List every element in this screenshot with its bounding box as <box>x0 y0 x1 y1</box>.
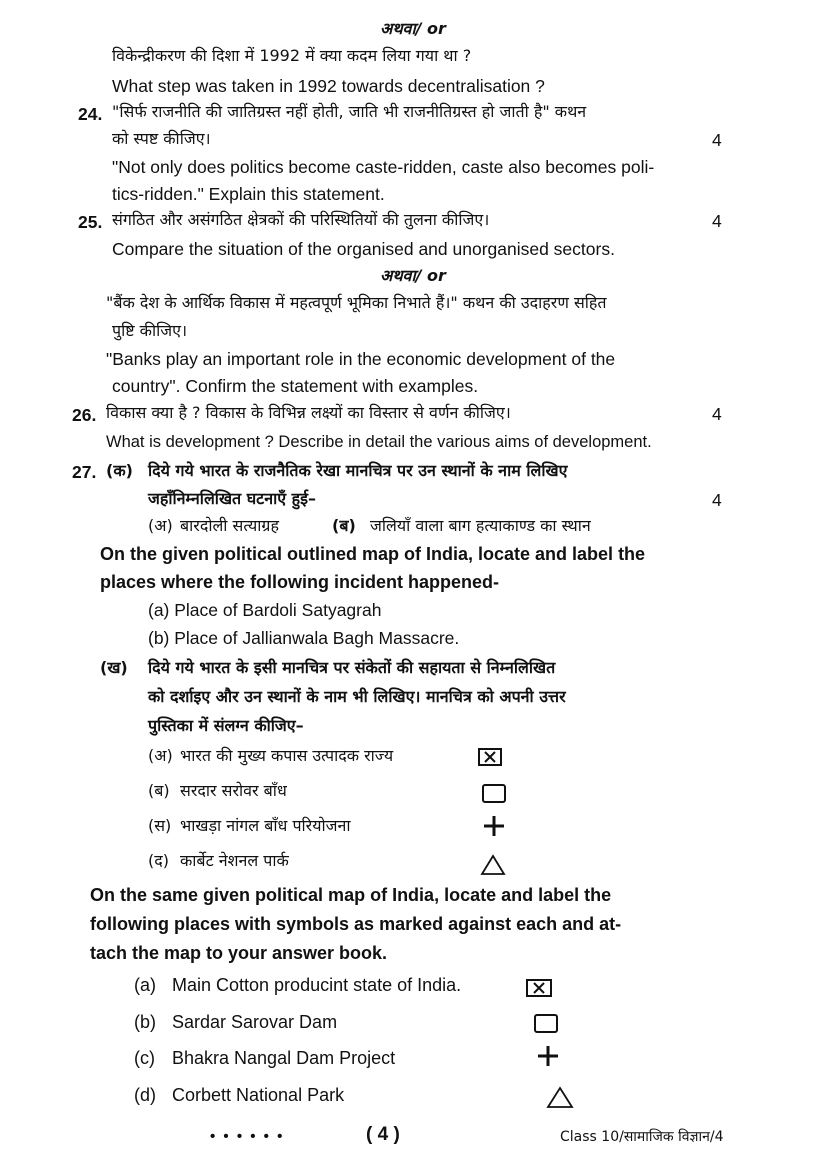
q27-b-hindi-item1-label: (अ) <box>148 746 173 765</box>
q27-marks: 4 <box>712 490 722 510</box>
boxed-x-symbol <box>526 979 554 999</box>
plus-symbol <box>482 814 506 838</box>
q25-or-hindi-line2: पुष्टि कीजिए। <box>112 321 188 340</box>
q27-b-english-line2: following places with symbols as marked against each and at- <box>90 914 622 934</box>
q27-b-hindi-item4: कार्बेट नेशनल पार्क <box>180 851 289 870</box>
q27-a-english-item1: (a) Place of Bardoli Satyagrah <box>148 600 382 620</box>
q27-a-hindi-item1-label: (अ) <box>148 516 173 535</box>
q27-a-hindi-item2: जलियाँ वाला बाग हत्याकाण्ड का स्थान <box>370 516 591 535</box>
q27-b-hindi-item2-label: (ब) <box>148 781 170 800</box>
q27-a-english-item2: (b) Place of Jallianwala Bagh Massacre. <box>148 628 460 648</box>
q27-a-hindi-line2: जहाँनिम्नलिखित घटनाएँ हुई– <box>148 489 317 508</box>
q27-a-hindi-line1: दिये गये भारत के राजनैतिक रेखा मानचित्र पर उन स्थानों के नाम लिखिए <box>148 461 568 480</box>
q25-or-english-line1: "Banks play an important role in the economic development of the <box>106 349 616 369</box>
q27-b-english-item4: Corbett National Park <box>172 1085 345 1105</box>
q24-hindi-line1: "सिर्फ राजनीति की जातिग्रस्त नहीं होती, जाति भी राजनीतिग्रस्त हो जाती है" कथन <box>112 102 587 121</box>
q27-b-english-line1: On the same given political map of India, locate and label the <box>90 885 612 905</box>
q27-part-b-label: (ख) <box>100 658 128 677</box>
or-label: अथवा/ or <box>380 19 446 38</box>
q27-b-hindi-item3-label: (स) <box>148 816 172 835</box>
q26-hindi: विकास क्या है ? विकास के विभिन्न लक्ष्यों का विस्तार से वर्णन कीजिए। <box>106 403 511 422</box>
triangle-symbol <box>546 1086 574 1110</box>
q27-a-english-line2: places where the following incident happened- <box>100 572 500 592</box>
q25-or-english-line2: country". Confirm the statement with examples. <box>112 376 479 396</box>
q27-b-hindi-item2: सरदार सरोवर बाँध <box>180 781 287 800</box>
plus-symbol <box>536 1044 560 1068</box>
q27-b-hindi-line3: पुस्तिका में संलग्न कीजिए– <box>148 716 304 735</box>
q24-marks: 4 <box>712 130 722 150</box>
q25-hindi: संगठित और असंगठित क्षेत्रकों की परिस्थितियों की तुलना कीजिए। <box>112 210 490 229</box>
q24-hindi-line2: को स्पष्ट कीजिए। <box>112 129 211 148</box>
q27-part-a-label: (क) <box>106 461 133 480</box>
triangle-symbol <box>480 854 506 876</box>
q27-b-english-item2-label: (b) <box>134 1012 156 1032</box>
q27-b-hindi-item3: भाखड़ा नांगल बाँध परियोजना <box>180 816 351 835</box>
q24-english-line2: tics-ridden." Explain this statement. <box>112 184 385 204</box>
q25-english: Compare the situation of the organised and unorganised sectors. <box>112 239 615 259</box>
square-symbol <box>482 784 508 806</box>
q27-a-english-line1: On the given political outlined map of India, locate and label the <box>100 544 646 564</box>
q27-b-english-item2: Sardar Sarovar Dam <box>172 1012 338 1032</box>
q27-b-english-item1: Main Cotton producint state of India. <box>172 975 462 995</box>
q27-a-hindi-item2-label: (ब) <box>332 516 356 535</box>
square-symbol <box>534 1014 560 1036</box>
q27-b-hindi-line1: दिये गये भारत के इसी मानचित्र पर संकेतों की सहायता से निम्नलिखित <box>148 658 556 677</box>
q27-b-english-item1-label: (a) <box>134 975 156 995</box>
q24-english-line1: "Not only does politics become caste-ridden, caste also becomes poli- <box>112 157 655 177</box>
or-label: अथवा/ or <box>380 266 446 285</box>
q25-marks: 4 <box>712 211 722 231</box>
q27-a-hindi-item1: बारदोली सत्याग्रह <box>180 516 279 535</box>
boxed-x-symbol <box>478 748 504 768</box>
q27-b-english-item4-label: (d) <box>134 1085 156 1105</box>
question-number-26: 26. <box>72 405 97 425</box>
page-number: ( 4 ) <box>366 1124 400 1145</box>
q26-english: What is development ? Describe in detail the various aims of development. <box>106 433 652 451</box>
q27-b-hindi-item4-label: (द) <box>148 851 169 870</box>
question-number-25: 25. <box>78 212 103 232</box>
q23-or-english: What step was taken in 1992 towards decentralisation ? <box>112 76 545 96</box>
q23-or-hindi: विकेन्द्रीकरण की दिशा में 1992 में क्या कदम लिया गया था ? <box>112 46 472 65</box>
q27-b-hindi-item1: भारत की मुख्य कपास उत्पादक राज्य <box>180 746 394 765</box>
question-number-24: 24. <box>78 104 103 124</box>
q27-b-english-line3: tach the map to your answer book. <box>90 943 388 963</box>
footer-class-code: Class 10/सामाजिक विज्ञान/4 <box>560 1129 724 1145</box>
q27-b-hindi-line2: को दर्शाइए और उन स्थानों के नाम भी लिखिए। मानचित्र को अपनी उत्तर <box>148 687 566 706</box>
q25-or-hindi-line1: "बैंक देश के आर्थिक विकास में महत्वपूर्ण भूमिका निभाते हैं।" कथन की उदाहरण सहित <box>106 293 607 312</box>
footer-stars: • • • • • • <box>210 1128 285 1145</box>
q27-b-english-item3: Bhakra Nangal Dam Project <box>172 1048 396 1068</box>
question-number-27: 27. <box>72 462 97 482</box>
q27-b-english-item3-label: (c) <box>134 1048 155 1068</box>
q26-marks: 4 <box>712 404 722 424</box>
